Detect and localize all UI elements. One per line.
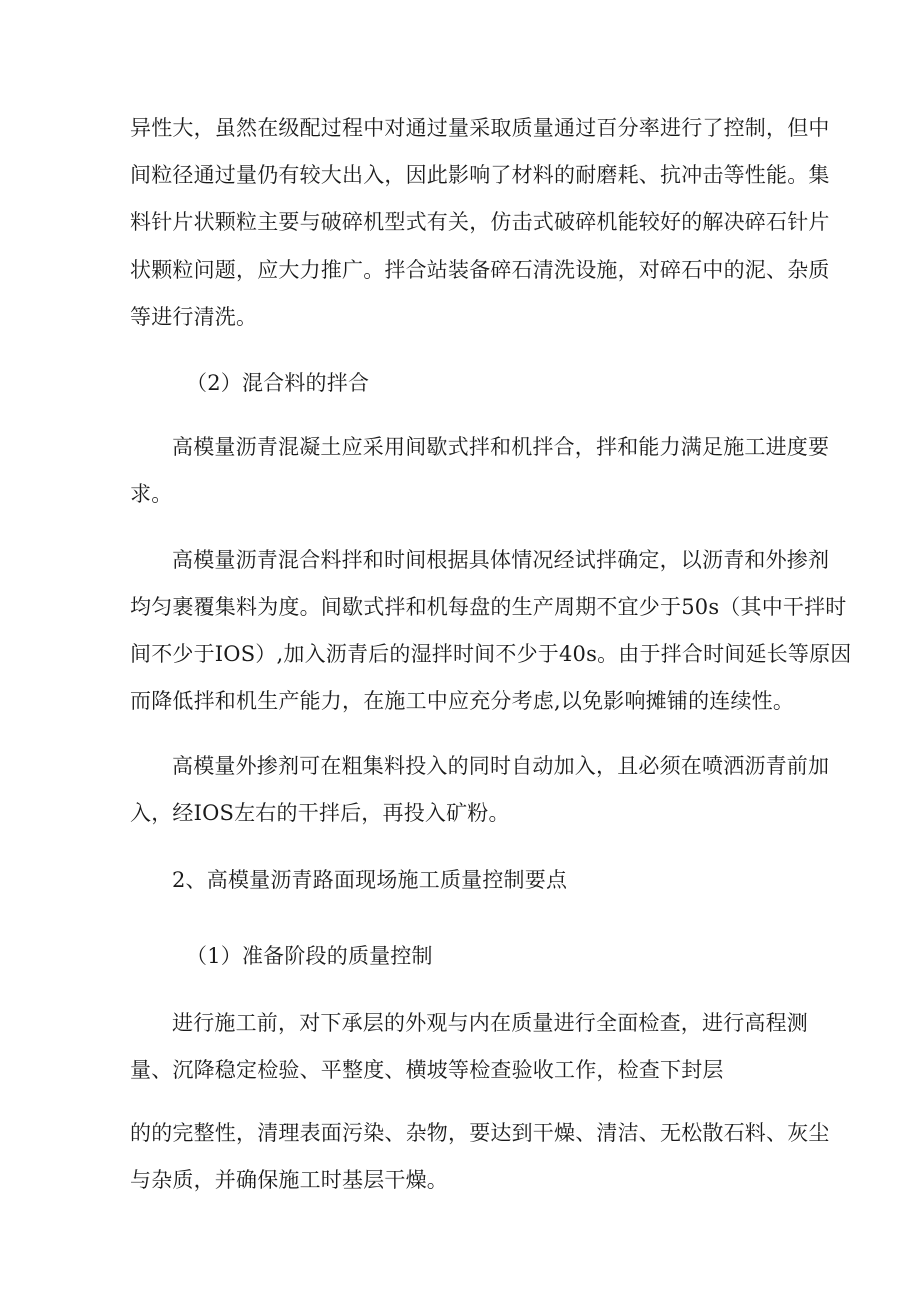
section-heading-site-quality: 2、高模量沥青路面现场施工质量控制要点 [172, 868, 568, 892]
paragraph-5-line-2: 量、沉降稳定检验、平整度、横坡等检查验收工作，检查下封层 [130, 1058, 724, 1082]
subsection-heading-preparation: （1）准备阶段的质量控制 [186, 944, 433, 968]
paragraph-3-line-2: 均匀裹覆集料为度。间歇式拌和机每盘的生产周期不宜少于50s（其中干拌时 [130, 595, 847, 619]
paragraph-1-line-4: 状颗粒问题，应大力推广。拌合站装备碎石清洗设施，对碎石中的泥、杂质 [130, 258, 830, 282]
paragraph-3-line-1: 高模量沥青混合料拌和时间根据具体情况经试拌确定，以沥青和外掺剂 [172, 548, 830, 572]
paragraph-4-line-2: 入，经IOS左右的干拌后，再投入矿粉。 [130, 801, 510, 825]
paragraph-2-line-1: 高模量沥青混凝土应采用间歇式拌和机拌合，拌和能力满足施工进度要 [172, 435, 830, 459]
paragraph-5-line-1: 进行施工前，对下承层的外观与内在质量进行全面检查，进行高程测 [172, 1011, 808, 1035]
paragraph-1-line-1: 异性大，虽然在级配过程中对通过量采取质量通过百分率进行了控制，但中 [130, 116, 830, 140]
paragraph-1-line-5: 等进行清洗。 [130, 305, 258, 329]
section-heading-mixing: （2）混合料的拌合 [186, 371, 370, 395]
paragraph-4-line-1: 高模量外掺剂可在粗集料投入的同时自动加入，且必须在喷洒沥青前加 [172, 754, 830, 778]
paragraph-3-line-4: 而降低拌和机生产能力，在施工中应充分考虑,以免影响摊铺的连续性。 [130, 689, 795, 713]
paragraph-6-line-1: 的的完整性，清理表面污染、杂物，要达到干燥、清洁、无松散石料、灰尘 [130, 1121, 830, 1145]
paragraph-2-line-2: 求。 [130, 482, 173, 506]
paragraph-6-line-2: 与杂质，并确保施工时基层干燥。 [130, 1168, 448, 1192]
paragraph-1-line-2: 间粒径通过量仍有较大出入，因此影响了材料的耐磨耗、抗冲击等性能。集 [130, 163, 830, 187]
paragraph-1-line-3: 料针片状颗粒主要与破碎机型式有关，仿击式破碎机能较好的解决碎石针片 [130, 210, 830, 234]
paragraph-3-line-3: 间不少于IOS）,加入沥青后的湿拌时间不少于40s。由于拌合时间延长等原因 [130, 642, 852, 666]
